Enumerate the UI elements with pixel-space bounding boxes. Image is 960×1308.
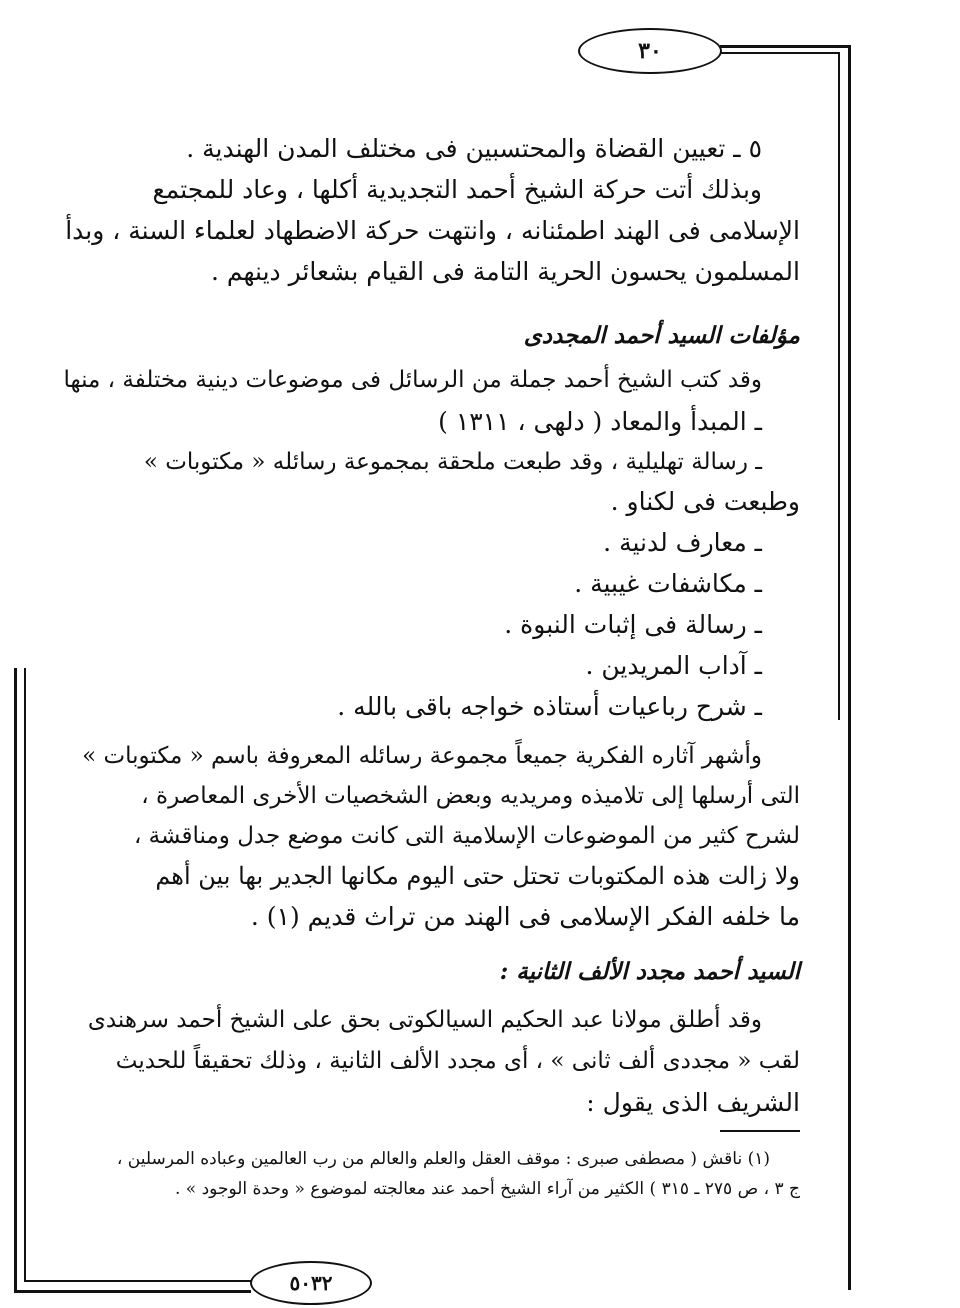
text-line: المسلمون يحسون الحرية التامة فى القيام بشعائر دينهم . (210, 257, 800, 286)
text-line: وبذلك أتت حركة الشيخ أحمد التجديدية أكلها ، وعاد للمجتمع (152, 175, 762, 204)
paragraph-maktubat (82, 738, 800, 935)
text-line: ٥ ـ تعيين القضاة والمحتسبين فى مختلف المدن الهندية . (186, 134, 762, 163)
text-line: لقب « مجددى ألف ثانى » ، أى مجدد الألف الثانية ، وذلك تحقيقاً للحديث (115, 1048, 800, 1074)
works-item: ـ المبدأ والمعاد ( دلهى ، ١٣١١ ) (438, 407, 762, 436)
works-intro: وقد كتب الشيخ أحمد جملة من الرسائل فى موضوعات دينية مختلفة ، منها (63, 367, 762, 393)
works-list (63, 362, 800, 725)
section-heading-mujaddid: السيد أحمد مجدد الألف الثانية : (499, 958, 800, 985)
footnote-line: (١) ناقش ( مصطفى صبرى : موقف العقل والعلم والعالم من رب العالمين وعباده المرسلين ، (116, 1149, 770, 1169)
text-line: الشريف الذى يقول : (586, 1088, 800, 1117)
frame-right-inner (838, 52, 840, 720)
footnote-line: ج ٣ ، ص ٢٧٥ ـ ٣١٥ ) الكثير من آراء الشيخ أحمد عند معالجته لموضوع « وحدة الوجود » . (174, 1179, 800, 1199)
frame-top-rule-inner (720, 52, 838, 54)
works-item: ـ معارف لدنية . (603, 528, 762, 557)
section-heading-works: مؤلفات السيد أحمد المجددى (523, 322, 800, 349)
works-item: ـ آداب المريدين . (585, 651, 762, 680)
bottom-page-number (250, 1261, 372, 1305)
top-page-number (578, 28, 722, 74)
text-line: ما خلفه الفكر الإسلامى فى الهند من تراث قديم (١) . (250, 902, 800, 931)
footnote (116, 1146, 800, 1203)
frame-right-outer (848, 45, 851, 1290)
bottom-page-number-text: ٥٠٣٢ (289, 1271, 333, 1295)
paragraph-intro (65, 130, 800, 290)
text-line: وقد أطلق مولانا عبد الحكيم السيالكوتى بحق على الشيخ أحمد سرهندى (87, 1007, 762, 1033)
works-item: ـ رسالة تهليلية ، وقد طبعت ملحقة بمجموعة رسائله « مكتوبات » (143, 449, 762, 475)
text-line: ولا زالت هذه المكتوبات تحتل حتى اليوم مكانها الجدير بها بين أهم (155, 862, 800, 890)
works-item: ـ شرح رباعيات أستاذه خواجه باقى بالله . (337, 692, 762, 721)
works-item: وطبعت فى لكناو . (610, 487, 800, 516)
text-line: التى أرسلها إلى تلاميذه ومريديه وبعض الشخصيات الأخرى المعاصرة ، (141, 783, 800, 809)
frame-left-outer (14, 668, 17, 1293)
top-page-number-text: ٣٠ (638, 38, 662, 64)
frame-top-rule (720, 45, 850, 48)
frame-left-inner (24, 668, 26, 1280)
text-line: وأشهر آثاره الفكرية جميعاً مجموعة رسائله المعروفة باسم « مكتوبات » (82, 743, 762, 769)
works-item: ـ رسالة فى إثبات النبوة . (504, 610, 762, 639)
text-line: الإسلامى فى الهند اطمئنانه ، وانتهت حركة الاضطهاد لعلماء السنة ، وبدأ (65, 216, 800, 245)
text-line: لشرح كثير من الموضوعات الإسلامية التى كانت موضع جدل ومناقشة ، (133, 823, 800, 849)
works-item: ـ مكاشفات غيبية . (574, 569, 762, 598)
frame-bottom-rule (14, 1290, 251, 1293)
paragraph-title (87, 1002, 800, 1121)
footnote-separator (720, 1130, 800, 1132)
frame-bottom-rule-inner (24, 1280, 251, 1282)
